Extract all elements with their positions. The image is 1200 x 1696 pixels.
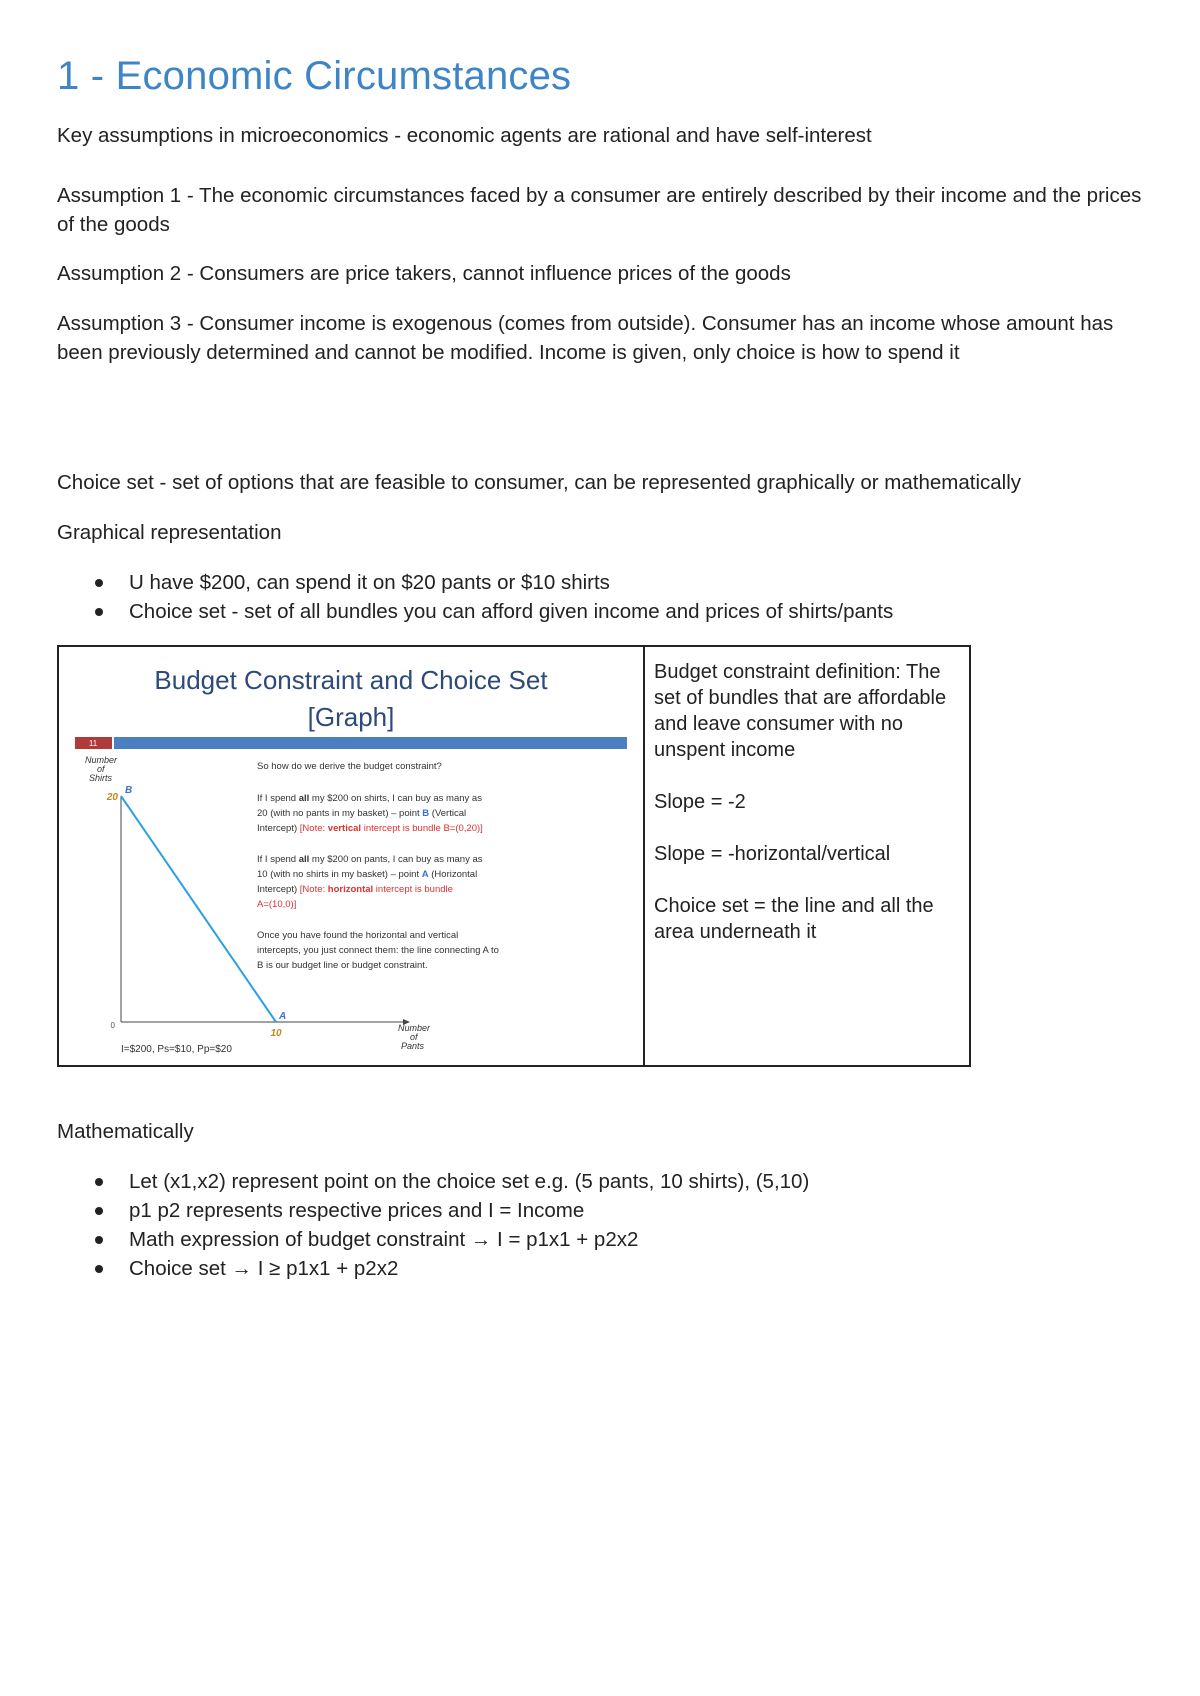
y-axis-label-line3: Shirts: [89, 773, 113, 783]
slide-text-line: A=(10,0)]: [257, 899, 297, 910]
slope-note: Slope = -2: [654, 791, 746, 813]
slide-number: 11: [88, 739, 98, 748]
graph-table: [57, 645, 971, 1067]
slide-image: [63, 651, 639, 1063]
slide-text-line: Intercept) [Note: horizontal intercept is bundle: [257, 884, 453, 895]
assumption-3-text: Assumption 3 - Consumer income is exogenous (comes from outside). Consumer has an income whose amount has been previously determined and cannot be modified. Income is given, only choice is how to spend it: [57, 312, 1114, 364]
slide-text-line: intercepts, you just connect them: the line connecting A to: [257, 945, 499, 956]
point-b-label: B: [125, 785, 133, 796]
bullet-icon: [95, 1207, 103, 1215]
choice-set-note: Choice set = the line and all the area underneath it: [654, 895, 934, 943]
bullet-icon: [95, 1265, 103, 1273]
bullet-icon: [95, 579, 103, 587]
bullet-icon: [95, 608, 103, 616]
slide-text-line: If I spend all my $200 on shirts, I can buy as many as: [257, 793, 482, 804]
slide-title: Budget Constraint and Choice Set: [154, 665, 548, 695]
list-item: Let (x1,x2) represent point on the choice set e.g. (5 pants, 10 shirts), (5,10): [57, 1167, 1157, 1196]
y-axis-label-line2: of: [97, 764, 105, 774]
bullet-icon: [95, 1236, 103, 1244]
list-item: p1 p2 represents respective prices and I = Income: [57, 1196, 1157, 1225]
point-a-label: A: [279, 1011, 287, 1022]
math-bullet-list: [57, 1167, 1157, 1283]
list-item: Choice set → I ≥ p1x1 + p2x2: [57, 1254, 1157, 1283]
table-divider: [643, 647, 645, 1065]
x-intercept-label: 10: [270, 1028, 282, 1039]
page-title: 1 - Economic Circumstances: [57, 54, 572, 98]
slide-text-line: Intercept) [Note: vertical intercept is bundle B=(0,20)]: [257, 823, 483, 834]
slide-header-bar: [114, 737, 627, 749]
assumption-1-text: Assumption 1 - The economic circumstances faced by a consumer are entirely described by their income and the prices of the goods: [57, 184, 1142, 236]
y-intercept-label: 20: [106, 792, 118, 803]
list-item: Math expression of budget constraint → I = p1x1 + p2x2: [57, 1225, 1157, 1254]
slide-text-line: B is our budget line or budget constraint.: [257, 960, 428, 971]
graphical-bullet-list: [57, 568, 1157, 626]
graphical-heading: Graphical representation: [57, 521, 282, 544]
assumption-2-text: Assumption 2 - Consumers are price takers, cannot influence prices of the goods: [57, 262, 791, 285]
list-item: U have $200, can spend it on $20 pants or $10 shirts: [57, 568, 1157, 597]
slide-caption: I=$200, Ps=$10, Pp=$20: [121, 1044, 232, 1055]
budget-constraint-definition: Budget constraint definition: The set of bundles that are affordable and leave consumer with no unspent income: [654, 661, 947, 761]
slide-question: So how do we derive the budget constraint?: [257, 761, 442, 772]
choice-set-text: Choice set - set of options that are feasible to consumer, can be represented graphically or mathematically: [57, 471, 1022, 494]
slide-text-line: If I spend all my $200 on pants, I can buy as many as: [257, 854, 483, 865]
y-axis-label-line1: Number: [85, 755, 118, 765]
notes-cell: [654, 659, 954, 971]
slope-formula-note: Slope = -horizontal/vertical: [654, 843, 891, 865]
slide-text-line: Once you have found the horizontal and vertical: [257, 930, 459, 941]
mathematically-heading: Mathematically: [57, 1120, 194, 1143]
slide-text-line: 10 (with no shirts in my basket) – point A (Horizontal: [257, 869, 478, 880]
origin-label: 0: [110, 1021, 115, 1030]
bullet-icon: [95, 1178, 103, 1186]
slide-subtitle: [Graph]: [307, 702, 395, 732]
x-axis-label-line3: Pants: [401, 1041, 425, 1051]
key-assumptions-text: Key assumptions in microeconomics - economic agents are rational and have self-interest: [57, 124, 872, 147]
x-axis-label-line2: of: [410, 1032, 418, 1042]
x-axis-label-line1: Number: [398, 1023, 431, 1033]
list-item: Choice set - set of all bundles you can afford given income and prices of shirts/pants: [57, 597, 1157, 626]
slide-text-line: 20 (with no pants in my basket) – point B (Vertical: [257, 808, 467, 819]
